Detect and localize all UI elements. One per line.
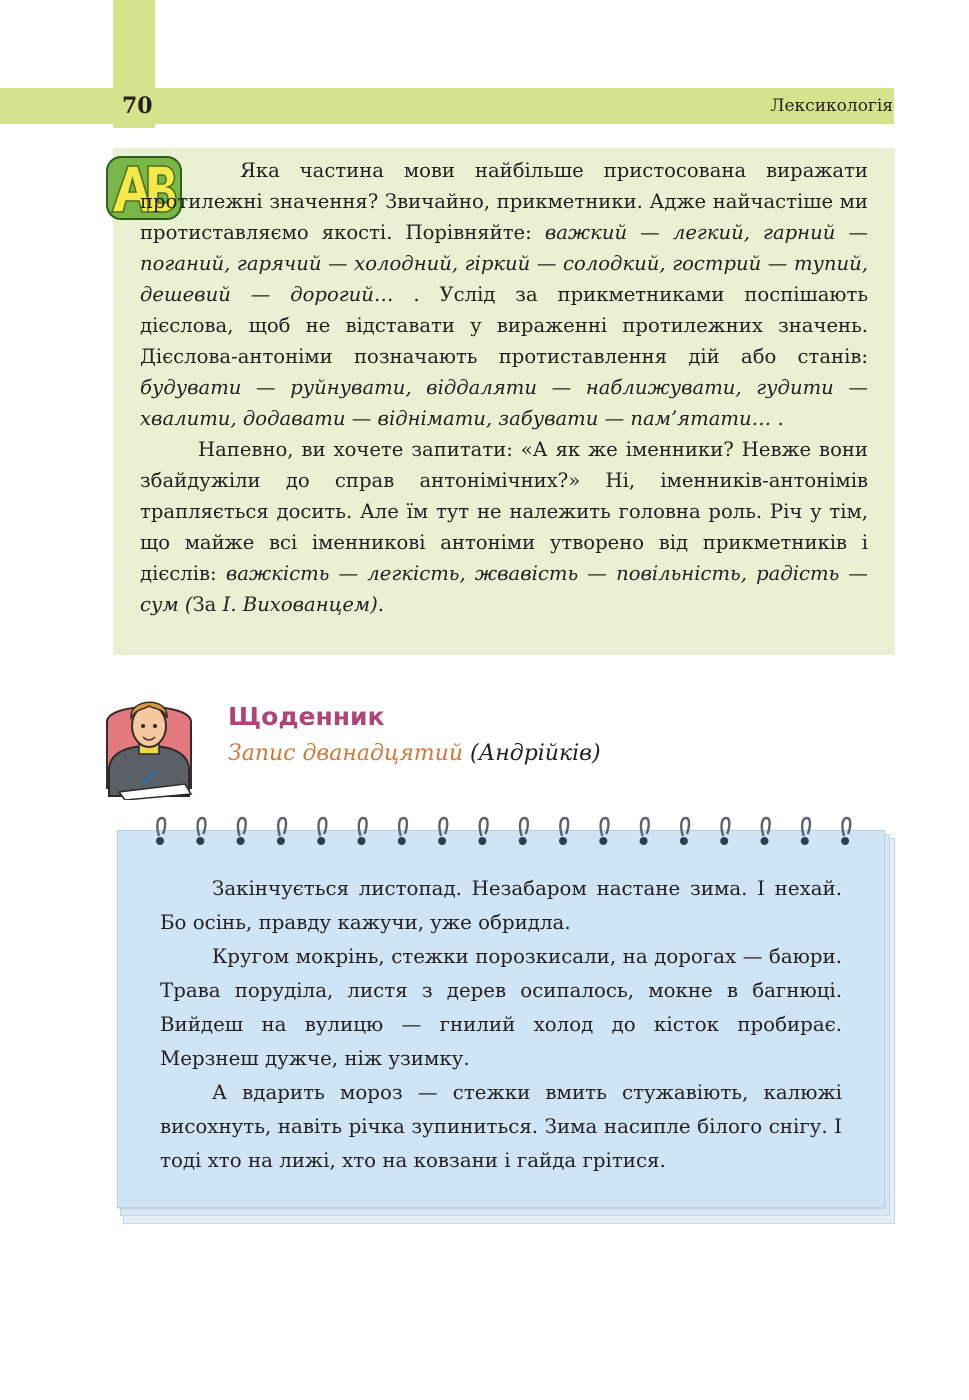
spiral-ring-icon — [478, 818, 487, 845]
diary-text — [160, 872, 842, 1178]
theory-text-run: важкість — легкість, жвавість — повільність, радість — сум ( — [140, 562, 869, 616]
section-title: Лексикологія — [770, 96, 893, 116]
theory-text-run: важкий — легкий, гарний — поганий, гарячий — холодний, гіркий — солодкий, гострий — тупий, дешевий — дорогий… — [140, 221, 868, 306]
spiral-ring-icon — [438, 818, 447, 845]
diary-paragraph: Закінчується листопад. Незабаром настане зима. І нехай. Бо осінь, правду кажучи, уже обридла. — [160, 877, 842, 934]
diary-paragraph: А вдарить мороз — стежки вмить стужавіють, калюжі висохнуть, навіть річка зупиниться. Зима насипле білого снігу. І тоді хто на лижі, хто на ковзани і гайда грітися. — [160, 1081, 842, 1172]
spiral-ring-icon — [801, 818, 810, 845]
theory-text-run: За — [192, 593, 223, 616]
theory-text — [140, 155, 868, 620]
spiral-ring-icon — [841, 818, 850, 845]
spiral-ring-icon — [156, 818, 165, 845]
spiral-ring-icon — [519, 818, 528, 845]
diary-subtitle-entry: Запис дванадцятий — [228, 741, 464, 766]
spiral-ring-icon — [358, 818, 367, 845]
diary-subtitle-author: (Андрійків) — [463, 741, 601, 766]
spiral-ring-icon — [559, 818, 568, 845]
theory-text-run: . Услід за прикметниками поспішають дієслова, щоб не відставати у вираженні протилежних значень. Дієслова-антоніми позначають протиставлення дій або станів: — [140, 283, 868, 368]
theory-text-run: . — [771, 407, 784, 430]
diary-paragraph: Кругом мокрінь, стежки порозкисали, на дорогах — баюри. Трава поруділа, листя з дерев осипалось, мокне в багнюці. Вийдеш на вулицю — гнилий холод до кісток пробирає. Мерзнеш дужче, ніж узимку. — [160, 945, 842, 1070]
theory-paragraph-1 — [140, 155, 868, 434]
diary-title: Щоденник — [228, 702, 385, 731]
theory-text-run: І. Вихованцем). — [222, 593, 385, 616]
spiral-ring-icon — [237, 818, 246, 845]
page-number: 70 — [122, 93, 153, 119]
theory-text-run: Напевно, ви хочете запитати: «А як же іменники? Невже вони збайдужіли до справ антонімічних?» Ні, іменників-антонімів трапляється досить. Але їм тут не належить головна роль. Річ у тім, що майже всі іменникові антоніми утворено від прикметників і дієслів: — [140, 438, 868, 585]
spiral-ring-icon — [680, 818, 689, 845]
spiral-ring-icon — [640, 818, 649, 845]
spiral-ring-icon — [277, 818, 286, 845]
spiral-ring-icon — [317, 818, 326, 845]
spiral-ring-icon — [761, 818, 770, 845]
spiral-ring-icon — [599, 818, 608, 845]
writing-boy-icon — [99, 688, 199, 800]
theory-text-run: Яка частина мови найбільше пристосована виражати протилежні значення? Звичайно, прикметники. Адже найчастіше ми протиставляємо якості. Порівняйте: — [140, 159, 868, 244]
theory-text-run: будувати — руйнувати, віддаляти — наближувати, гудити — хвалити, додавати — віднімати, забувати — пам’ятати… — [140, 376, 868, 430]
spiral-ring-icon — [398, 818, 407, 845]
diary-subtitle — [228, 738, 601, 770]
spiral-binding — [145, 814, 865, 854]
spiral-ring-icon — [196, 818, 205, 845]
spiral-ring-icon — [720, 818, 729, 845]
theory-paragraph-2 — [140, 434, 868, 620]
